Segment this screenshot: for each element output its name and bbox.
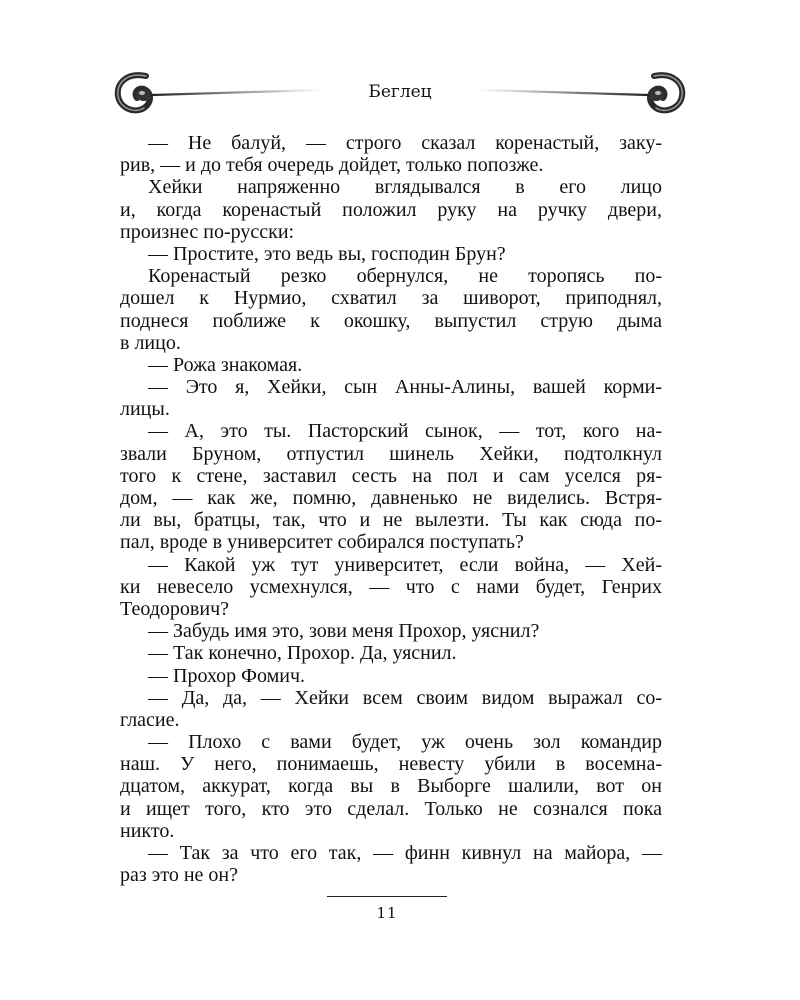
text-line: и, когда коренастый положил руку на ручку двери, [120, 198, 662, 221]
text-line: никто. [120, 819, 175, 842]
text-line: — Какой уж тут университет, если война, — Хей- [148, 553, 662, 576]
text-line: и ищет того, кто это сделал. Только не сознался пока [120, 797, 662, 820]
text-line: Хейки напряженно вглядывался в его лицо [148, 176, 662, 199]
text-line: Теодорович? [120, 597, 230, 620]
page-header [100, 68, 700, 128]
text-line: поднеся поближе к окошку, выпустил струю дыма [120, 309, 662, 332]
text-line: раз это не он? [120, 864, 238, 887]
text-line: гласие. [120, 708, 180, 731]
text-line: — Так за что его так, — финн кивнул на майора, — [148, 842, 662, 864]
page-number: 11 [376, 904, 398, 922]
body-text [120, 132, 662, 887]
text-line: ки невесело усмехнулся, — что с нами будет, Генрих [120, 575, 662, 598]
text-line: в лицо. [120, 331, 181, 354]
running-title: Беглец [368, 82, 432, 102]
text-line: дом, — как же, помню, давненько не виделись. Встря- [120, 487, 662, 509]
text-line: лицы. [120, 398, 170, 421]
text-line: произнес по-русски: [120, 220, 295, 243]
text-line: — Рожа знакомая. [148, 353, 303, 376]
text-line: Коренастый резко обернулся, не торопясь по- [148, 265, 662, 288]
text-line: звали Бруном, отпустил шинель Хейки, подтолкнул [120, 442, 662, 465]
text-line: рив, — и до тебя очередь дойдет, только попозже. [120, 154, 544, 177]
text-line: наш. У него, понимаешь, невесту убили в восемна- [120, 753, 662, 776]
text-line: того к стене, заставил сесть на пол и сам уселся ря- [120, 464, 662, 487]
text-line: — Это я, Хейки, сын Анны-Алины, вашей корми- [148, 376, 662, 399]
text-line: — Не балуй, — строго сказал коренастый, заку- [148, 132, 662, 154]
text-line: — Да, да, — Хейки всем своим видом выражал со- [148, 686, 662, 709]
footer-rule [327, 896, 447, 897]
text-line: ли вы, братцы, так, что и не вылезти. Ты как сюда по- [120, 509, 662, 532]
text-line: пал, вроде в университет собирался поступать? [120, 531, 524, 554]
text-line: — Забудь имя это, зови меня Прохор, уяснил? [148, 620, 540, 643]
text-line: — Плохо с вами будет, уж очень зол командир [148, 731, 662, 754]
text-line: — Прохор Фомич. [148, 664, 306, 687]
text-line: дцатом, аккурат, когда вы в Выборге шалили, вот он [120, 775, 662, 798]
text-line: — Простите, это ведь вы, господин Брун? [148, 242, 506, 265]
text-line: дошел к Нурмио, схватил за шиворот, приподнял, [120, 287, 662, 310]
swirl-ornament-icon [472, 68, 692, 118]
text-line: — А, это ты. Пасторский сынок, — тот, кого на- [148, 420, 662, 443]
text-line: — Так конечно, Прохор. Да, уяснил. [148, 642, 457, 665]
